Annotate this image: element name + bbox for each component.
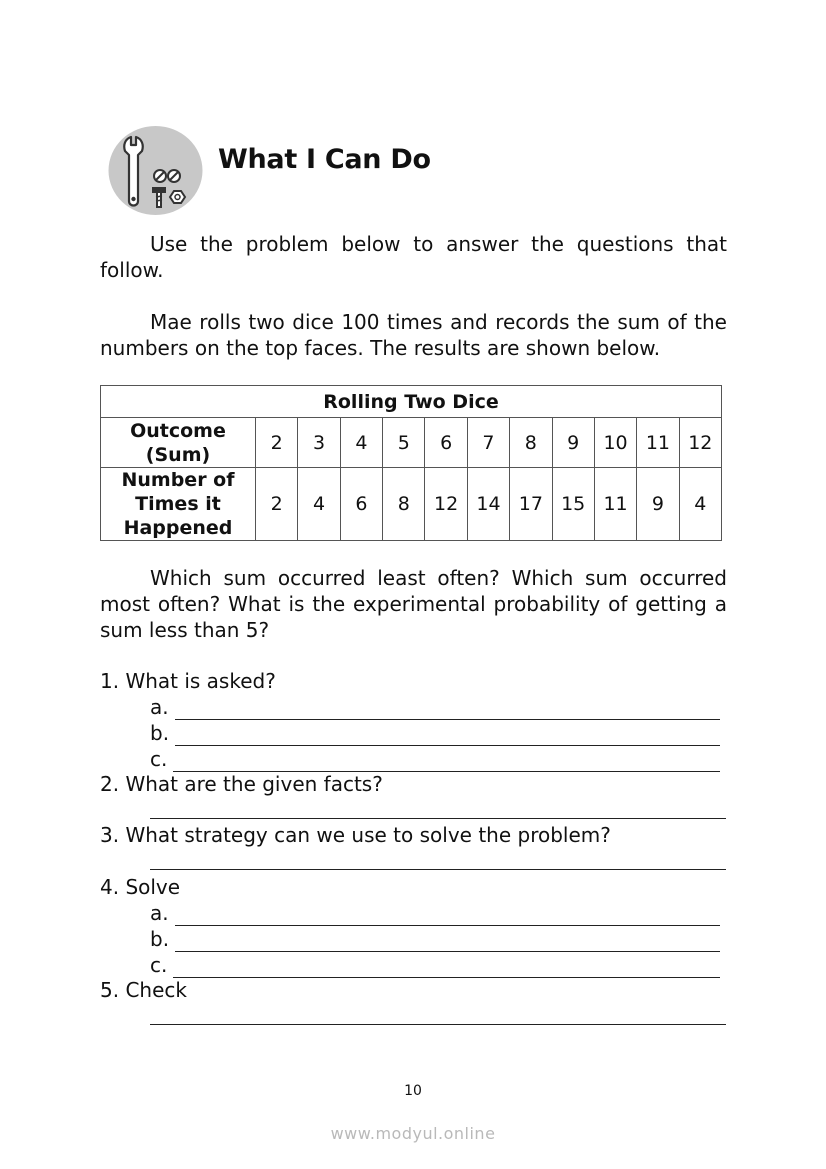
count-cell: 2 bbox=[256, 468, 298, 541]
count-cell: 9 bbox=[637, 468, 679, 541]
page-number: 10 bbox=[404, 1083, 422, 1099]
questions-paragraph bbox=[100, 565, 727, 643]
outcome-cell: 5 bbox=[383, 418, 425, 468]
option-a-label: a. bbox=[150, 901, 169, 925]
answer-3-line[interactable] bbox=[150, 869, 726, 870]
table-caption: Rolling Two Dice bbox=[101, 386, 722, 418]
option-b-label: b. bbox=[150, 721, 170, 745]
count-cell: 17 bbox=[510, 468, 552, 541]
dice-results-table bbox=[100, 385, 722, 541]
answer-4c-line[interactable] bbox=[150, 952, 720, 978]
question-4: 4. Solve bbox=[100, 875, 181, 899]
question-5: 5. Check bbox=[100, 978, 187, 1002]
outcome-cell: 11 bbox=[637, 418, 679, 468]
count-cell: 4 bbox=[679, 468, 721, 541]
outcome-cell: 6 bbox=[425, 418, 467, 468]
outcome-cell: 12 bbox=[679, 418, 721, 468]
option-b-label: b. bbox=[150, 927, 170, 951]
outcome-row-header: Outcome (Sum) bbox=[101, 418, 256, 468]
answer-4b-line[interactable] bbox=[150, 926, 720, 952]
outcome-cell: 10 bbox=[594, 418, 636, 468]
count-cell: 11 bbox=[594, 468, 636, 541]
outcome-cell: 3 bbox=[298, 418, 340, 468]
count-cell: 6 bbox=[340, 468, 382, 541]
tools-icon bbox=[107, 125, 204, 216]
option-c-label: c. bbox=[150, 953, 168, 977]
count-row bbox=[101, 468, 722, 541]
answer-1b-line[interactable] bbox=[150, 720, 720, 746]
count-cell: 15 bbox=[552, 468, 594, 541]
option-a-label: a. bbox=[150, 695, 169, 719]
option-c-label: c. bbox=[150, 747, 168, 771]
count-cell: 8 bbox=[383, 468, 425, 541]
answer-4a-line[interactable] bbox=[150, 900, 720, 926]
answer-2-line[interactable] bbox=[150, 818, 726, 819]
count-cell: 4 bbox=[298, 468, 340, 541]
problem-text: Mae rolls two dice 100 times and records the sum of the numbers on the top faces. The results are shown below. bbox=[100, 310, 727, 360]
count-cell: 14 bbox=[467, 468, 509, 541]
answer-1a-line[interactable] bbox=[150, 694, 720, 720]
section-title: What I Can Do bbox=[218, 144, 431, 175]
outcome-cell: 7 bbox=[467, 418, 509, 468]
outcome-cell: 4 bbox=[340, 418, 382, 468]
answer-5-line[interactable] bbox=[150, 1024, 726, 1025]
outcome-row bbox=[101, 418, 722, 468]
count-row-header: Number of Times it Happened bbox=[101, 468, 256, 541]
outcome-cell: 8 bbox=[510, 418, 552, 468]
answer-1c-line[interactable] bbox=[150, 746, 720, 772]
outcome-cell: 9 bbox=[552, 418, 594, 468]
intro-text: Use the problem below to answer the questions that follow. bbox=[100, 232, 727, 282]
question-2: 2. What are the given facts? bbox=[100, 772, 383, 796]
question-1: 1. What is asked? bbox=[100, 669, 276, 693]
question-3: 3. What strategy can we use to solve the problem? bbox=[100, 823, 611, 847]
count-cell: 12 bbox=[425, 468, 467, 541]
problem-paragraph bbox=[100, 309, 727, 361]
questions-text: Which sum occurred least often? Which sum occurred most often? What is the experimental probability of getting a sum less than 5? bbox=[100, 566, 727, 642]
intro-paragraph bbox=[100, 231, 727, 283]
watermark: www.modyul.online bbox=[330, 1124, 496, 1143]
outcome-cell: 2 bbox=[256, 418, 298, 468]
